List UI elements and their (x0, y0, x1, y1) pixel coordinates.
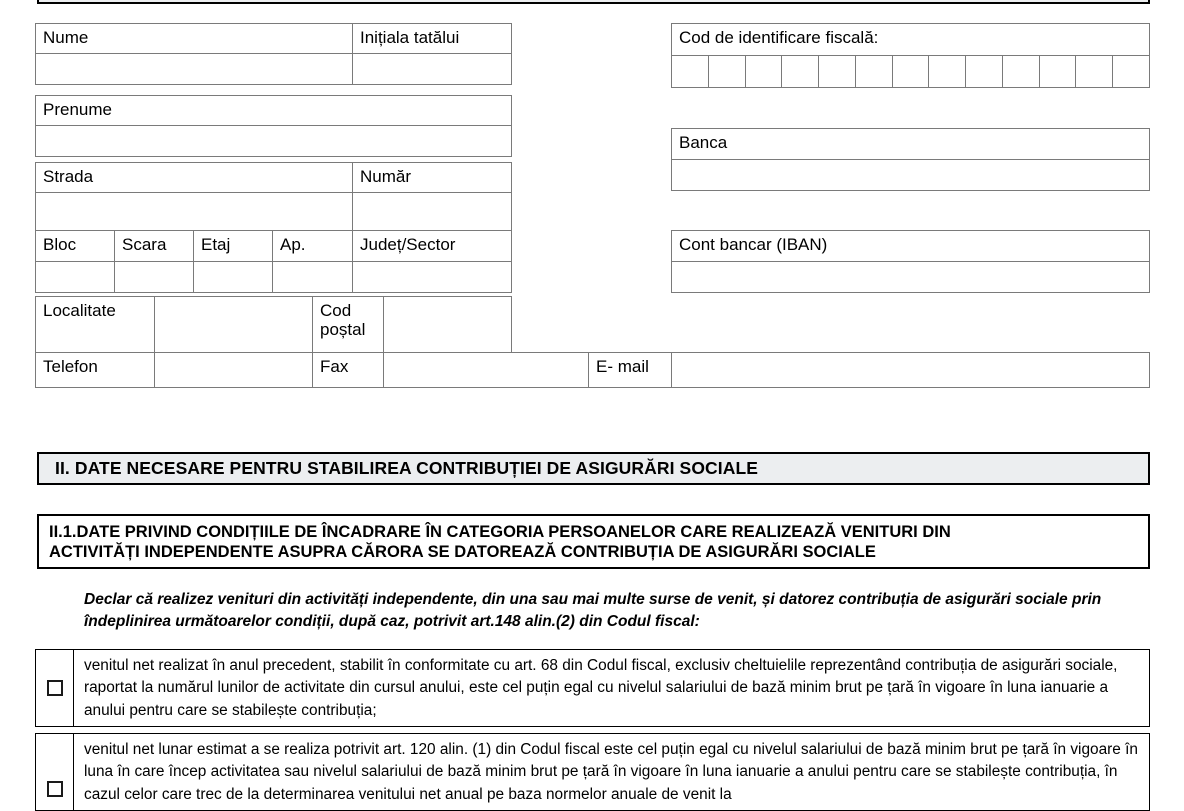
input-etaj[interactable] (193, 261, 273, 293)
subsection-ii1-line1: II.1.DATE PRIVIND CONDIȚIILE DE ÎNCADRARE ÎN CATEGORIA PERSOANELOR CARE REALIZEAZĂ VENITURI DIN (49, 523, 951, 541)
label-prenume: Prenume (35, 95, 512, 126)
label-cod-postal: Cod poștal (312, 296, 384, 353)
subsection-ii1-line2: ACTIVITĂȚI INDEPENDENTE ASUPRA CĂRORA SE DATOREAZĂ CONTRIBUȚIA DE ASIGURĂRI SOCIALE (49, 543, 876, 562)
label-etaj: Etaj (193, 230, 273, 262)
label-nume: Nume (35, 23, 353, 54)
input-cod-postal[interactable] (383, 296, 512, 353)
label-initiala-tatalui: Inițiala tatălui (352, 23, 512, 54)
declaration-text: Declar că realizez venituri din activități independente, din una sau mai multe surse de venit, și datorez contribuția de asigurări sociale prin îndeplinirea următoarelor condiții, după caz, potrivit art.148 alin.(2) din Codul fiscal: (84, 591, 1102, 630)
fiscal-code-cell-1[interactable] (671, 55, 709, 88)
input-email[interactable] (671, 352, 1150, 388)
fiscal-code-cell-7[interactable] (893, 55, 930, 88)
input-nume[interactable] (35, 53, 353, 85)
fiscal-code-cell-10[interactable] (1003, 55, 1040, 88)
input-ap[interactable] (272, 261, 353, 293)
label-strada: Strada (35, 162, 353, 193)
fiscal-code-grid[interactable] (671, 55, 1150, 88)
fiscal-code-cell-12[interactable] (1076, 55, 1113, 88)
label-cod-identificare-fiscala: Cod de identificare fiscală: (671, 23, 1150, 56)
label-numar: Număr (352, 162, 512, 193)
condition-row-1[interactable] (35, 649, 1150, 727)
label-email: E- mail (588, 352, 672, 388)
condition-1-text: venitul net realizat în anul precedent, stabilit în conformitate cu art. 68 din Codul fiscal, exclusiv cheltuielile reprezentând contribuția de asigurări sociale, raportat la numărul lunilor de activitate din cursul anului, este cel puțin egal cu nivelul salariului de bază minim brut pe țară în vigoare în luna ianuarie a anului pentru care se stabilește contribuția; (84, 657, 1118, 719)
fiscal-code-cell-3[interactable] (746, 55, 783, 88)
section-ii-header (37, 452, 1150, 485)
label-judet-sector: Județ/Sector (352, 230, 512, 262)
input-fax[interactable] (383, 352, 589, 388)
label-localitate: Localitate (35, 296, 155, 353)
fiscal-code-cell-11[interactable] (1040, 55, 1077, 88)
input-numar[interactable] (352, 192, 512, 231)
condition-2-checkbox[interactable] (47, 781, 63, 797)
fiscal-code-cell-9[interactable] (966, 55, 1003, 88)
cut-off-section-bar (37, 0, 1150, 4)
input-prenume[interactable] (35, 125, 512, 157)
input-localitate[interactable] (154, 296, 313, 353)
input-judet-sector[interactable] (352, 261, 512, 293)
section-ii-header-text: II. DATE NECESARE PENTRU STABILIREA CONTRIBUȚIEI DE ASIGURĂRI SOCIALE (55, 458, 759, 478)
condition-1-checkbox[interactable] (47, 680, 63, 696)
fiscal-code-cell-2[interactable] (709, 55, 746, 88)
input-strada[interactable] (35, 192, 353, 231)
condition-row-2[interactable] (35, 733, 1150, 811)
input-scara[interactable] (114, 261, 194, 293)
input-cont-bancar-iban[interactable] (671, 261, 1150, 293)
input-bloc[interactable] (35, 261, 115, 293)
fiscal-code-cell-5[interactable] (819, 55, 856, 88)
label-telefon: Telefon (35, 352, 155, 388)
fiscal-code-cell-6[interactable] (856, 55, 893, 88)
condition-2-checkbox-cell[interactable] (36, 734, 74, 810)
fiscal-code-cell-4[interactable] (782, 55, 819, 88)
subsection-ii1-header (37, 514, 1150, 569)
label-bloc: Bloc (35, 230, 115, 262)
label-banca: Banca (671, 128, 1150, 160)
fiscal-code-cell-8[interactable] (929, 55, 966, 88)
input-banca[interactable] (671, 159, 1150, 191)
label-fax: Fax (312, 352, 384, 388)
condition-1-checkbox-cell[interactable] (36, 650, 74, 726)
fiscal-code-cell-13[interactable] (1113, 55, 1150, 88)
input-initiala-tatalui[interactable] (352, 53, 512, 85)
label-ap: Ap. (272, 230, 353, 262)
input-telefon[interactable] (154, 352, 313, 388)
label-scara: Scara (114, 230, 194, 262)
label-cont-bancar-iban: Cont bancar (IBAN) (671, 230, 1150, 262)
condition-2-text: venitul net lunar estimat a se realiza potrivit art. 120 alin. (1) din Codul fiscal este cel puțin egal cu nivelul salariului de bază minim brut pe țară în vigoare în luna în care încep activitatea sau nivelul salariului de bază minim brut pe țară în vigoare în luna ianuarie a anului pentru care se stabilește contribuția, în cazul celor care trec de la determinarea venitului net anual pe baza normelor anuale de venit la (84, 741, 1138, 803)
